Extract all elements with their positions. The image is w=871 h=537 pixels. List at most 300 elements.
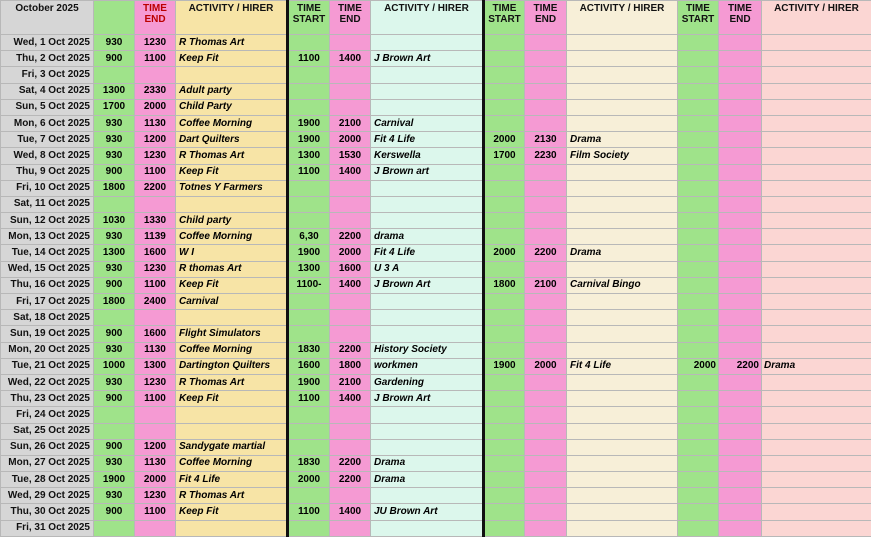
slot1-end-cell[interactable]: 1100 <box>135 504 176 520</box>
slot3-end-cell[interactable] <box>525 472 567 488</box>
slot1-start-cell[interactable]: 930 <box>94 374 135 390</box>
slot1-start-cell[interactable]: 900 <box>94 51 135 67</box>
date-cell[interactable]: Thu, 30 Oct 2025 <box>1 504 94 520</box>
slot3-end-cell[interactable] <box>525 504 567 520</box>
slot3-end-cell[interactable] <box>525 391 567 407</box>
slot4-end-cell[interactable] <box>719 277 762 293</box>
slot2-end-cell[interactable]: 1400 <box>330 277 371 293</box>
date-cell[interactable]: Sat, 11 Oct 2025 <box>1 196 94 212</box>
slot3-start-cell[interactable]: 1900 <box>484 358 525 374</box>
slot4-activity-cell[interactable] <box>762 504 871 520</box>
slot4-activity-cell[interactable] <box>762 83 871 99</box>
slot4-start-cell[interactable] <box>678 326 719 342</box>
slot3-end-cell[interactable] <box>525 374 567 390</box>
slot3-activity-cell[interactable] <box>567 472 678 488</box>
date-cell[interactable]: Wed, 8 Oct 2025 <box>1 148 94 164</box>
slot4-start-cell[interactable] <box>678 51 719 67</box>
slot4-start-cell[interactable] <box>678 99 719 115</box>
slot2-end-cell[interactable] <box>330 407 371 423</box>
slot4-start-cell[interactable] <box>678 35 719 51</box>
slot2-end-cell[interactable] <box>330 67 371 83</box>
slot1-end-cell[interactable]: 1230 <box>135 488 176 504</box>
slot2-activity-cell[interactable]: Fit 4 Life <box>371 132 484 148</box>
slot2-start-cell[interactable]: 6,30 <box>288 229 330 245</box>
slot2-activity-cell[interactable]: U 3 A <box>371 261 484 277</box>
slot3-activity-cell[interactable] <box>567 83 678 99</box>
slot3-end-cell[interactable] <box>525 67 567 83</box>
slot4-start-cell[interactable] <box>678 374 719 390</box>
slot4-end-cell[interactable] <box>719 115 762 131</box>
slot2-end-cell[interactable]: 1530 <box>330 148 371 164</box>
slot3-start-cell[interactable] <box>484 83 525 99</box>
slot1-start-cell[interactable]: 930 <box>94 148 135 164</box>
slot3-activity-cell[interactable] <box>567 488 678 504</box>
slot1-activity-cell[interactable]: Dartington Quilters <box>176 358 288 374</box>
slot1-end-cell[interactable]: 1100 <box>135 277 176 293</box>
slot2-start-cell[interactable]: 1600 <box>288 358 330 374</box>
slot1-activity-cell[interactable]: Coffee Morning <box>176 115 288 131</box>
slot4-start-cell[interactable] <box>678 391 719 407</box>
slot2-end-cell[interactable]: 1400 <box>330 391 371 407</box>
slot3-end-cell[interactable] <box>525 196 567 212</box>
slot4-start-cell[interactable] <box>678 439 719 455</box>
slot2-end-cell[interactable] <box>330 99 371 115</box>
slot2-start-cell[interactable] <box>288 99 330 115</box>
slot1-end-cell[interactable]: 1100 <box>135 164 176 180</box>
slot2-start-cell[interactable] <box>288 423 330 439</box>
date-cell[interactable]: Mon, 6 Oct 2025 <box>1 115 94 131</box>
slot2-end-cell[interactable] <box>330 423 371 439</box>
slot4-end-cell[interactable] <box>719 83 762 99</box>
slot2-activity-cell[interactable]: JU Brown Art <box>371 504 484 520</box>
slot1-end-cell[interactable]: 1130 <box>135 115 176 131</box>
slot1-activity-cell[interactable] <box>176 310 288 326</box>
slot4-end-cell[interactable] <box>719 407 762 423</box>
slot1-end-cell[interactable]: 1139 <box>135 229 176 245</box>
slot3-end-cell[interactable] <box>525 342 567 358</box>
slot3-activity-cell[interactable] <box>567 407 678 423</box>
slot3-end-cell[interactable] <box>525 520 567 536</box>
slot1-end-cell[interactable]: 2000 <box>135 472 176 488</box>
slot2-activity-cell[interactable]: workmen <box>371 358 484 374</box>
slot1-end-cell[interactable]: 1230 <box>135 374 176 390</box>
slot4-start-cell[interactable] <box>678 180 719 196</box>
slot2-start-cell[interactable]: 1100 <box>288 51 330 67</box>
slot3-start-cell[interactable] <box>484 520 525 536</box>
slot3-end-cell[interactable] <box>525 164 567 180</box>
slot2-end-cell[interactable]: 2200 <box>330 342 371 358</box>
slot1-end-cell[interactable]: 1600 <box>135 326 176 342</box>
slot3-activity-cell[interactable] <box>567 180 678 196</box>
slot2-start-cell[interactable]: 1100- <box>288 277 330 293</box>
date-cell[interactable]: Sat, 25 Oct 2025 <box>1 423 94 439</box>
slot4-activity-cell[interactable] <box>762 391 871 407</box>
slot4-activity-cell[interactable] <box>762 326 871 342</box>
slot3-activity-cell[interactable] <box>567 196 678 212</box>
slot4-activity-cell[interactable] <box>762 51 871 67</box>
slot3-end-cell[interactable] <box>525 83 567 99</box>
slot4-end-cell[interactable] <box>719 35 762 51</box>
date-cell[interactable]: Sun, 5 Oct 2025 <box>1 99 94 115</box>
slot3-start-cell[interactable] <box>484 407 525 423</box>
slot1-end-cell[interactable] <box>135 310 176 326</box>
slot4-start-cell[interactable] <box>678 294 719 310</box>
slot1-start-cell[interactable]: 1300 <box>94 245 135 261</box>
slot4-activity-cell[interactable] <box>762 196 871 212</box>
slot3-start-cell[interactable]: 2000 <box>484 245 525 261</box>
slot3-start-cell[interactable] <box>484 67 525 83</box>
slot1-activity-cell[interactable]: R Thomas Art <box>176 374 288 390</box>
slot3-activity-cell[interactable] <box>567 504 678 520</box>
slot3-start-cell[interactable] <box>484 180 525 196</box>
slot3-start-cell[interactable] <box>484 196 525 212</box>
slot3-activity-cell[interactable] <box>567 294 678 310</box>
slot4-start-cell[interactable] <box>678 115 719 131</box>
slot4-activity-cell[interactable] <box>762 374 871 390</box>
slot3-end-cell[interactable] <box>525 115 567 131</box>
slot4-activity-cell[interactable] <box>762 180 871 196</box>
slot2-activity-cell[interactable] <box>371 423 484 439</box>
slot1-start-cell[interactable] <box>94 407 135 423</box>
slot1-start-cell[interactable]: 900 <box>94 391 135 407</box>
slot3-activity-cell[interactable] <box>567 520 678 536</box>
slot1-start-cell[interactable]: 900 <box>94 504 135 520</box>
slot1-activity-cell[interactable]: Adult party <box>176 83 288 99</box>
slot2-end-cell[interactable]: 2200 <box>330 472 371 488</box>
slot1-end-cell[interactable] <box>135 196 176 212</box>
slot4-activity-cell[interactable] <box>762 148 871 164</box>
slot2-end-cell[interactable]: 2200 <box>330 455 371 471</box>
slot1-activity-cell[interactable]: Keep Fit <box>176 51 288 67</box>
slot2-activity-cell[interactable]: Gardening <box>371 374 484 390</box>
slot2-activity-cell[interactable]: J Brown Art <box>371 277 484 293</box>
slot4-start-cell[interactable] <box>678 229 719 245</box>
date-cell[interactable]: Sat, 18 Oct 2025 <box>1 310 94 326</box>
slot4-end-cell[interactable] <box>719 213 762 229</box>
slot2-end-cell[interactable] <box>330 83 371 99</box>
slot3-start-cell[interactable] <box>484 439 525 455</box>
date-cell[interactable]: Thu, 2 Oct 2025 <box>1 51 94 67</box>
slot3-activity-cell[interactable]: Fit 4 Life <box>567 358 678 374</box>
slot3-start-cell[interactable] <box>484 261 525 277</box>
slot3-start-cell[interactable] <box>484 115 525 131</box>
date-cell[interactable]: Mon, 27 Oct 2025 <box>1 455 94 471</box>
slot3-end-cell[interactable] <box>525 294 567 310</box>
slot3-start-cell[interactable] <box>484 391 525 407</box>
slot2-activity-cell[interactable] <box>371 213 484 229</box>
slot4-activity-cell[interactable] <box>762 455 871 471</box>
slot3-end-cell[interactable]: 2130 <box>525 132 567 148</box>
slot3-activity-cell[interactable] <box>567 310 678 326</box>
slot3-activity-cell[interactable] <box>567 99 678 115</box>
slot1-end-cell[interactable] <box>135 407 176 423</box>
slot4-end-cell[interactable] <box>719 488 762 504</box>
slot1-end-cell[interactable]: 1100 <box>135 391 176 407</box>
slot2-end-cell[interactable] <box>330 310 371 326</box>
slot3-start-cell[interactable] <box>484 488 525 504</box>
slot2-start-cell[interactable]: 1100 <box>288 164 330 180</box>
slot2-activity-cell[interactable]: Drama <box>371 455 484 471</box>
slot4-start-cell[interactable] <box>678 277 719 293</box>
date-cell[interactable]: Fri, 17 Oct 2025 <box>1 294 94 310</box>
slot1-activity-cell[interactable]: Keep Fit <box>176 277 288 293</box>
slot2-activity-cell[interactable]: Fit 4 Life <box>371 245 484 261</box>
slot3-activity-cell[interactable]: Carnival Bingo <box>567 277 678 293</box>
slot2-start-cell[interactable] <box>288 180 330 196</box>
slot1-start-cell[interactable] <box>94 67 135 83</box>
slot4-start-cell[interactable] <box>678 407 719 423</box>
slot1-start-cell[interactable]: 930 <box>94 115 135 131</box>
date-cell[interactable]: Sun, 12 Oct 2025 <box>1 213 94 229</box>
slot4-end-cell[interactable] <box>719 472 762 488</box>
date-cell[interactable]: Sun, 19 Oct 2025 <box>1 326 94 342</box>
slot3-start-cell[interactable] <box>484 472 525 488</box>
slot1-end-cell[interactable]: 1330 <box>135 213 176 229</box>
slot1-activity-cell[interactable] <box>176 67 288 83</box>
slot1-end-cell[interactable] <box>135 67 176 83</box>
slot1-start-cell[interactable] <box>94 520 135 536</box>
slot2-end-cell[interactable]: 2200 <box>330 229 371 245</box>
slot1-start-cell[interactable]: 1030 <box>94 213 135 229</box>
slot3-end-cell[interactable] <box>525 51 567 67</box>
slot1-end-cell[interactable]: 1100 <box>135 51 176 67</box>
slot1-activity-cell[interactable] <box>176 196 288 212</box>
slot3-end-cell[interactable] <box>525 455 567 471</box>
slot1-activity-cell[interactable]: W I <box>176 245 288 261</box>
slot2-start-cell[interactable] <box>288 213 330 229</box>
slot3-end-cell[interactable]: 2230 <box>525 148 567 164</box>
slot4-start-cell[interactable] <box>678 148 719 164</box>
slot1-start-cell[interactable]: 930 <box>94 455 135 471</box>
slot4-end-cell[interactable] <box>719 196 762 212</box>
slot3-activity-cell[interactable] <box>567 67 678 83</box>
slot1-end-cell[interactable]: 1200 <box>135 439 176 455</box>
slot1-start-cell[interactable]: 900 <box>94 277 135 293</box>
slot3-start-cell[interactable] <box>484 423 525 439</box>
date-cell[interactable]: Tue, 28 Oct 2025 <box>1 472 94 488</box>
slot4-end-cell[interactable] <box>719 439 762 455</box>
slot1-end-cell[interactable]: 2400 <box>135 294 176 310</box>
slot3-activity-cell[interactable] <box>567 391 678 407</box>
slot2-end-cell[interactable]: 1400 <box>330 164 371 180</box>
slot1-activity-cell[interactable]: Child Party <box>176 99 288 115</box>
slot4-end-cell[interactable] <box>719 374 762 390</box>
slot4-start-cell[interactable] <box>678 83 719 99</box>
slot1-start-cell[interactable]: 930 <box>94 132 135 148</box>
slot2-activity-cell[interactable] <box>371 407 484 423</box>
slot4-activity-cell[interactable] <box>762 472 871 488</box>
slot3-start-cell[interactable] <box>484 229 525 245</box>
date-cell[interactable]: Tue, 14 Oct 2025 <box>1 245 94 261</box>
slot4-start-cell[interactable] <box>678 164 719 180</box>
slot4-end-cell[interactable] <box>719 520 762 536</box>
slot1-activity-cell[interactable]: Keep Fit <box>176 504 288 520</box>
slot1-activity-cell[interactable]: Coffee Morning <box>176 342 288 358</box>
slot2-start-cell[interactable]: 1900 <box>288 245 330 261</box>
date-cell[interactable]: Fri, 31 Oct 2025 <box>1 520 94 536</box>
slot1-end-cell[interactable] <box>135 520 176 536</box>
slot2-activity-cell[interactable] <box>371 35 484 51</box>
slot4-end-cell[interactable] <box>719 51 762 67</box>
slot1-end-cell[interactable]: 1300 <box>135 358 176 374</box>
slot4-activity-cell[interactable] <box>762 164 871 180</box>
slot2-end-cell[interactable]: 1600 <box>330 261 371 277</box>
slot2-start-cell[interactable] <box>288 310 330 326</box>
slot1-start-cell[interactable]: 1900 <box>94 472 135 488</box>
date-cell[interactable]: Thu, 23 Oct 2025 <box>1 391 94 407</box>
slot4-activity-cell[interactable] <box>762 35 871 51</box>
slot4-start-cell[interactable] <box>678 132 719 148</box>
slot4-start-cell[interactable] <box>678 245 719 261</box>
date-cell[interactable]: Mon, 20 Oct 2025 <box>1 342 94 358</box>
slot4-activity-cell[interactable] <box>762 342 871 358</box>
slot1-start-cell[interactable]: 1800 <box>94 294 135 310</box>
slot2-start-cell[interactable] <box>288 67 330 83</box>
slot2-activity-cell[interactable]: Kerswella <box>371 148 484 164</box>
slot2-activity-cell[interactable]: J Brown art <box>371 164 484 180</box>
slot2-end-cell[interactable] <box>330 520 371 536</box>
slot4-start-cell[interactable] <box>678 67 719 83</box>
slot3-end-cell[interactable] <box>525 229 567 245</box>
slot1-start-cell[interactable] <box>94 310 135 326</box>
slot1-activity-cell[interactable]: R thomas Art <box>176 261 288 277</box>
slot4-start-cell[interactable] <box>678 455 719 471</box>
slot3-activity-cell[interactable]: Drama <box>567 132 678 148</box>
slot2-activity-cell[interactable] <box>371 196 484 212</box>
slot3-activity-cell[interactable] <box>567 374 678 390</box>
slot4-end-cell[interactable] <box>719 148 762 164</box>
slot2-start-cell[interactable]: 2000 <box>288 472 330 488</box>
slot2-start-cell[interactable] <box>288 439 330 455</box>
slot2-activity-cell[interactable] <box>371 439 484 455</box>
slot3-end-cell[interactable] <box>525 213 567 229</box>
slot4-end-cell[interactable] <box>719 67 762 83</box>
date-cell[interactable]: Tue, 7 Oct 2025 <box>1 132 94 148</box>
slot1-start-cell[interactable]: 930 <box>94 488 135 504</box>
slot3-end-cell[interactable]: 2100 <box>525 277 567 293</box>
slot1-activity-cell[interactable] <box>176 423 288 439</box>
slot4-activity-cell[interactable] <box>762 294 871 310</box>
slot3-activity-cell[interactable] <box>567 213 678 229</box>
slot3-start-cell[interactable] <box>484 374 525 390</box>
date-cell[interactable]: Fri, 10 Oct 2025 <box>1 180 94 196</box>
slot1-end-cell[interactable] <box>135 423 176 439</box>
slot1-activity-cell[interactable]: Child party <box>176 213 288 229</box>
slot3-activity-cell[interactable] <box>567 229 678 245</box>
slot2-activity-cell[interactable]: History Society <box>371 342 484 358</box>
slot1-end-cell[interactable]: 1200 <box>135 132 176 148</box>
slot4-start-cell[interactable] <box>678 196 719 212</box>
slot1-activity-cell[interactable]: Keep Fit <box>176 164 288 180</box>
date-cell[interactable]: Sun, 26 Oct 2025 <box>1 439 94 455</box>
slot2-activity-cell[interactable] <box>371 180 484 196</box>
slot2-start-cell[interactable] <box>288 520 330 536</box>
slot3-activity-cell[interactable] <box>567 261 678 277</box>
slot3-end-cell[interactable] <box>525 310 567 326</box>
slot1-end-cell[interactable]: 1230 <box>135 261 176 277</box>
slot3-activity-cell[interactable] <box>567 455 678 471</box>
slot1-activity-cell[interactable]: Dart Quilters <box>176 132 288 148</box>
slot4-start-cell[interactable] <box>678 261 719 277</box>
slot2-start-cell[interactable] <box>288 407 330 423</box>
slot3-end-cell[interactable] <box>525 326 567 342</box>
slot4-activity-cell[interactable] <box>762 229 871 245</box>
slot2-end-cell[interactable] <box>330 35 371 51</box>
slot2-activity-cell[interactable] <box>371 520 484 536</box>
slot2-start-cell[interactable]: 1100 <box>288 391 330 407</box>
slot2-start-cell[interactable] <box>288 294 330 310</box>
slot3-activity-cell[interactable] <box>567 439 678 455</box>
slot2-start-cell[interactable] <box>288 326 330 342</box>
slot4-end-cell[interactable] <box>719 423 762 439</box>
slot3-activity-cell[interactable] <box>567 423 678 439</box>
slot1-end-cell[interactable]: 1230 <box>135 35 176 51</box>
slot1-start-cell[interactable] <box>94 196 135 212</box>
slot2-start-cell[interactable]: 1100 <box>288 504 330 520</box>
slot3-start-cell[interactable] <box>484 294 525 310</box>
slot4-activity-cell[interactable] <box>762 67 871 83</box>
slot4-start-cell[interactable] <box>678 213 719 229</box>
slot4-activity-cell[interactable] <box>762 423 871 439</box>
slot3-activity-cell[interactable] <box>567 115 678 131</box>
slot1-start-cell[interactable]: 930 <box>94 342 135 358</box>
slot4-start-cell[interactable]: 2000 <box>678 358 719 374</box>
slot4-activity-cell[interactable] <box>762 520 871 536</box>
slot3-activity-cell[interactable] <box>567 35 678 51</box>
slot2-start-cell[interactable]: 1300 <box>288 148 330 164</box>
slot4-end-cell[interactable] <box>719 504 762 520</box>
slot2-end-cell[interactable] <box>330 196 371 212</box>
slot1-activity-cell[interactable]: R Thomas Art <box>176 35 288 51</box>
slot2-activity-cell[interactable] <box>371 99 484 115</box>
slot3-end-cell[interactable] <box>525 35 567 51</box>
slot4-activity-cell[interactable] <box>762 407 871 423</box>
slot2-end-cell[interactable]: 2000 <box>330 132 371 148</box>
slot3-activity-cell[interactable] <box>567 51 678 67</box>
slot4-start-cell[interactable] <box>678 520 719 536</box>
date-cell[interactable]: Thu, 9 Oct 2025 <box>1 164 94 180</box>
slot2-start-cell[interactable] <box>288 35 330 51</box>
slot3-start-cell[interactable]: 1700 <box>484 148 525 164</box>
slot1-end-cell[interactable]: 1130 <box>135 455 176 471</box>
slot4-start-cell[interactable] <box>678 504 719 520</box>
slot1-activity-cell[interactable]: Keep Fit <box>176 391 288 407</box>
slot1-activity-cell[interactable]: Flight Simulators <box>176 326 288 342</box>
slot4-activity-cell[interactable] <box>762 439 871 455</box>
slot1-activity-cell[interactable]: Coffee Morning <box>176 455 288 471</box>
date-cell[interactable]: Tue, 21 Oct 2025 <box>1 358 94 374</box>
slot4-end-cell[interactable] <box>719 164 762 180</box>
slot4-activity-cell[interactable] <box>762 99 871 115</box>
slot2-end-cell[interactable]: 2100 <box>330 374 371 390</box>
slot4-end-cell[interactable] <box>719 261 762 277</box>
slot1-end-cell[interactable]: 1130 <box>135 342 176 358</box>
slot2-start-cell[interactable]: 1300 <box>288 261 330 277</box>
slot1-start-cell[interactable]: 900 <box>94 439 135 455</box>
slot1-start-cell[interactable]: 930 <box>94 261 135 277</box>
slot3-activity-cell[interactable]: Film Society <box>567 148 678 164</box>
slot2-start-cell[interactable]: 1900 <box>288 115 330 131</box>
slot2-end-cell[interactable]: 1800 <box>330 358 371 374</box>
slot1-activity-cell[interactable]: R Thomas Art <box>176 148 288 164</box>
slot4-end-cell[interactable] <box>719 132 762 148</box>
slot3-start-cell[interactable] <box>484 99 525 115</box>
slot2-start-cell[interactable] <box>288 488 330 504</box>
slot4-end-cell[interactable] <box>719 455 762 471</box>
slot2-activity-cell[interactable] <box>371 83 484 99</box>
slot4-activity-cell[interactable] <box>762 488 871 504</box>
slot3-start-cell[interactable] <box>484 326 525 342</box>
